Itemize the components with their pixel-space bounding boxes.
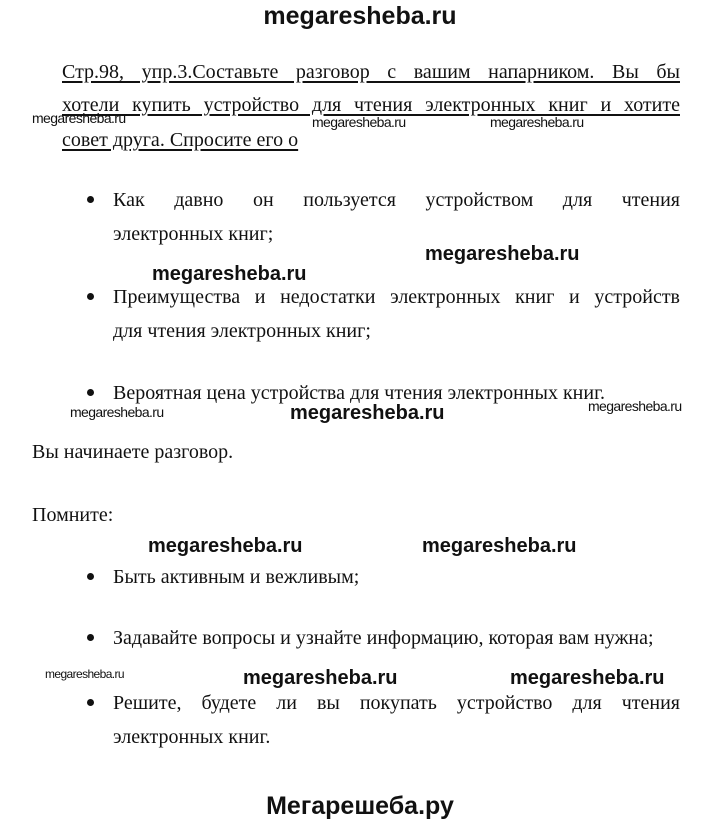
bullet-icon	[87, 196, 94, 203]
watermark: megaresheba.ru	[510, 667, 665, 689]
question-1-line-1: Как давно он пользуется устройством для чтения	[113, 189, 680, 211]
bullet-icon	[87, 699, 94, 706]
tip-3-line-2: электронных книг.	[113, 726, 271, 748]
question-2-line-2: для чтения электронных книг;	[113, 320, 371, 342]
question-2-line-1: Преимущества и недостатки электронных книг и устройств	[113, 286, 680, 308]
watermark: megaresheba.ru	[45, 667, 124, 681]
start-text: Вы начинаете разговор.	[32, 441, 234, 463]
watermark: megaresheba.ru	[70, 404, 164, 420]
watermark: megaresheba.ru	[243, 667, 398, 689]
question-1-line-2: электронных книг;	[113, 223, 274, 245]
task-line-2: хотели купить устройство для чтения электронных книг и хотите	[62, 94, 680, 116]
task-line-3: совет друга. Спросите его о	[62, 129, 299, 151]
bullet-icon	[87, 293, 94, 300]
remember-label: Помните:	[32, 504, 114, 526]
bullet-icon	[87, 634, 94, 641]
watermark: megaresheba.ru	[148, 535, 303, 557]
bullet-icon	[87, 573, 94, 580]
tip-2: Задавайте вопросы и узнайте информацию, которая вам нужна;	[113, 627, 654, 649]
watermark: megaresheba.ru	[32, 110, 126, 126]
watermark: megaresheba.ru	[490, 114, 584, 130]
tip-3-line-1: Решите, будете ли вы покупать устройство для чтения	[113, 692, 680, 714]
watermark: megaresheba.ru	[588, 398, 682, 414]
watermark: megaresheba.ru	[312, 114, 406, 130]
watermark: megaresheba.ru	[152, 263, 307, 285]
bullet-icon	[87, 389, 94, 396]
tip-1: Быть активным и вежливым;	[113, 566, 360, 588]
site-header: megaresheba.ru	[263, 2, 457, 30]
task-line-1: Стр.98, упр.3.Составьте разговор с вашим напарником. Вы бы	[62, 61, 680, 83]
site-footer: Мегарешеба.ру	[266, 792, 454, 820]
watermark: megaresheba.ru	[425, 243, 580, 265]
question-3-line-1: Вероятная цена устройства для чтения электронных книг.	[113, 382, 606, 404]
watermark: megaresheba.ru	[290, 402, 445, 424]
watermark: megaresheba.ru	[422, 535, 577, 557]
